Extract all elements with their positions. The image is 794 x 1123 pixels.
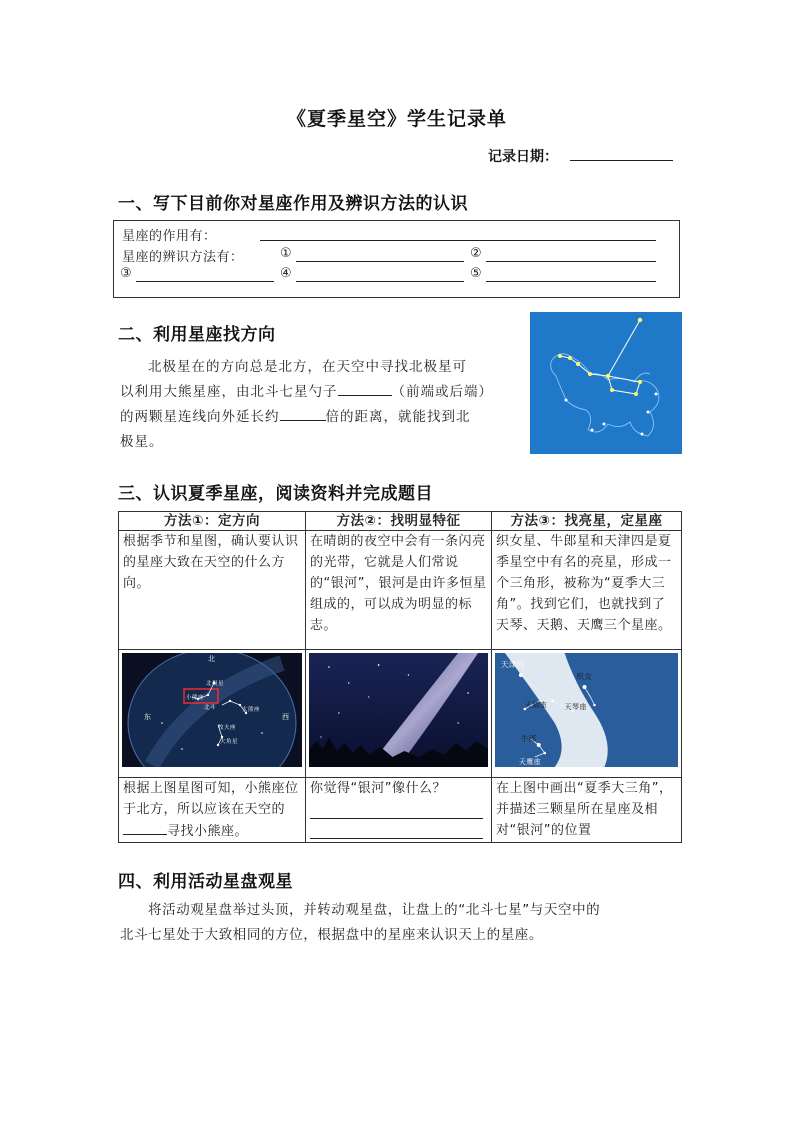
methods-table [118,511,682,843]
method3-text: 织女星、牛郎星和天津四是夏季星空中有名的亮星，形成一个三角形，被称为“夏季大三角”。找到它们，也就找到了天琴、天鹅、天鹰三个星座。 [492,531,682,650]
cygnus-label: 天鹅座 [524,700,548,710]
num-5: ⑤ [470,266,483,281]
aquila-label: 天鹰座 [518,757,542,767]
big-horn-label: 大角星 [220,739,239,745]
section4-paragraph [120,898,690,948]
east-label: 东 [144,713,152,721]
q1-cell: 根据上图星图可知，小熊座位于北方，所以应该在天空的寻找小熊座。 [119,778,306,843]
section3-heading: 三、认识夏季星座，阅读资料并完成题目 [118,484,433,504]
role-label: 星座的作用有： [122,229,217,244]
method2-text: 在晴朗的夜空中会有一条闪亮的光带，它就是人们常说的“银河”，银河是由许多恒星组成的，可以成为明显的标志。 [306,531,492,650]
method-label: 星座的辨识方法有： [122,250,244,265]
role-blank[interactable] [260,240,656,241]
method3-header: 方法③：找亮星，定星座 [492,512,682,531]
lyra-label: 天琴座 [564,702,587,712]
west-label: 西 [282,713,290,721]
q1-blank[interactable] [123,820,167,835]
vega-label: 织女 [576,671,593,682]
q2-text: 你觉得“银河”像什么？ [310,781,446,796]
herdsman-label: 牧夫座 [218,725,237,731]
method-blank-1[interactable] [296,261,464,262]
q2-cell [306,778,492,843]
s2-line2: 以利用大熊星座，由北斗七星勺子 （前端或后端） [120,380,530,405]
q3-cell: 在上图中画出“夏季大三角”，并描述三颗星所在星座及相对“银河”的位置 [492,778,682,843]
num-1: ① [280,246,293,261]
num-4: ④ [280,266,293,281]
s4-line2: 北斗七星处于大致相同的方位，根据盘中的星座来认识天上的星座。 [120,927,543,943]
date-blank[interactable] [570,160,673,161]
big-dipper-label: 北斗 [204,705,217,711]
star-map-image [122,653,302,767]
num-2: ② [470,246,483,261]
method-blank-2[interactable] [486,261,656,262]
star-map-cell [119,650,306,778]
s4-line1: 将活动观星盘举过头顶，并转动观星盘，让盘上的“北斗七星”与天空中的 [148,902,601,918]
date-label: 记录日期： [488,149,558,165]
section2-paragraph [120,355,530,455]
north-label: 北 [208,655,216,663]
milky-way-cell [306,650,492,778]
q2-answer-line-2[interactable] [310,819,483,839]
method1-header: 方法①：定方向 [119,512,306,531]
method1-text: 根据季节和星图，确认要认识的星座大致在天空的什么方向。 [119,531,306,650]
deneb-label: 天津四 [500,659,525,670]
method2-header: 方法②：找明显特征 [306,512,492,531]
milky-way-image [309,653,488,767]
section4-heading: 四、利用活动星盘观星 [118,872,293,892]
q2-answer-line-1[interactable] [310,799,483,819]
method-blank-3[interactable] [136,281,274,282]
section1-heading: 一、写下目前你对星座作用及辨识方法的认识 [118,194,468,214]
page-title: 《夏季星空》学生记录单 [286,108,507,130]
distance-blank[interactable] [280,406,326,421]
summer-triangle-cell [492,650,682,778]
front-back-blank[interactable] [338,381,392,396]
big-bear-constellation-image [530,312,682,454]
num-3: ③ [120,266,133,281]
big-bear-label: 大熊座 [242,707,261,713]
method-blank-4[interactable] [296,281,464,282]
little-bear-label: 小熊座 [186,695,205,701]
method-blank-5[interactable] [486,281,656,282]
section2-heading: 二、利用星座找方向 [118,325,276,345]
altair-label: 牛郎 [520,733,537,744]
summer-triangle-map [495,653,678,767]
s2-line1: 北极星在的方向总是北方，在天空中寻找北极星可 [148,359,467,375]
polaris-label: 北极星 [206,681,225,687]
s2-line4: 极星。 [120,434,164,450]
section1-box [113,220,680,298]
s2-line3: 的两颗星连线向外延长约 倍的距离，就能找到北 [120,405,530,430]
